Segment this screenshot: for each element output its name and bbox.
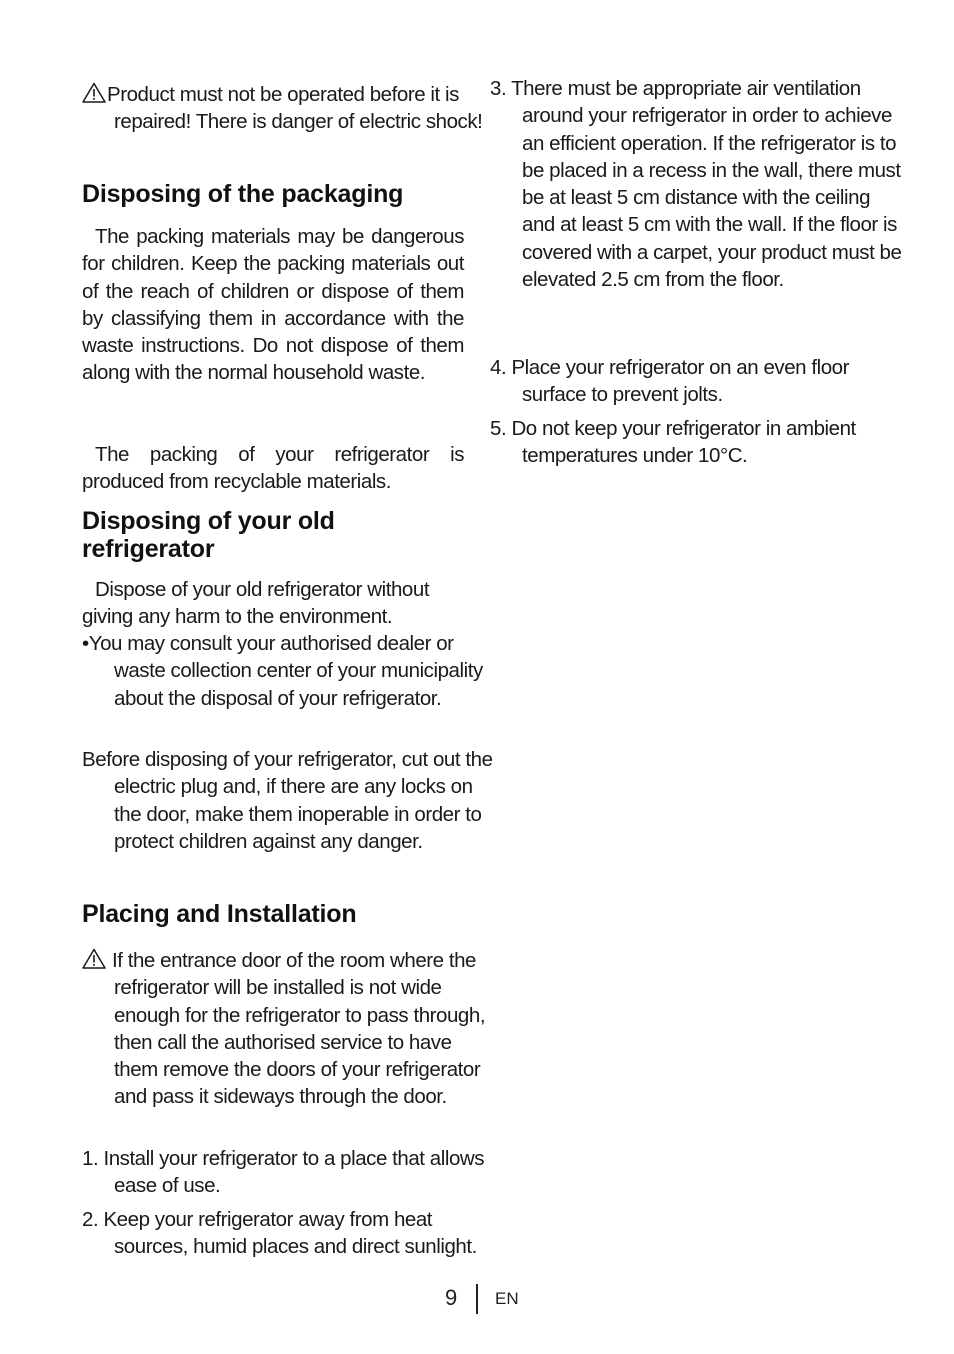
old-refrigerator-paragraph-2: Before disposing of your refrigerator, cut out the electric plug and, if there are any locks on the door, make them inoperable in order to protect children against any danger.: [82, 748, 493, 853]
list-item-5: 5. Do not keep your refrigerator in ambient temperatures under 10°C.: [490, 417, 856, 468]
list-item-1: 1. Install your refrigerator to a place that allows ease of use.: [82, 1147, 485, 1198]
footer-divider: [476, 1284, 478, 1314]
heading-disposing-old-refrigerator: Disposing of your old refrigerator: [82, 507, 335, 563]
warning-entrance-door: [82, 947, 496, 1111]
warning-triangle-icon: [82, 948, 106, 969]
packaging-paragraph-2: The packing of your refrigerator is produced from recyclable materials.: [82, 443, 464, 494]
page-number: 9: [445, 1285, 457, 1310]
packaging-paragraph-1: The packing materials may be dangerous for children. Keep the packing materials out of the reach of children or dispose of them by classifying them in accordance with the waste instructions. Do not dispose of them along with the normal household waste.: [82, 225, 464, 385]
list-item-3: 3. There must be appropriate air ventilation around your refrigerator in order to achieve an efficient operation. If the refrigerator is to be placed in a recess in the wall, there must be at least 5 cm distance with the ceiling and at least 5 cm with the wall. If the floor is covered with a carpet, your product must be elevated 2.5 cm from the floor.: [490, 77, 902, 292]
language-code: EN: [495, 1289, 519, 1308]
list-item-2: 2. Keep your refrigerator away from heat sources, humid places and direct sunlight.: [82, 1208, 477, 1259]
heading-placing-installation: Placing and Installation: [82, 900, 357, 928]
old-refrigerator-bullet: •You may consult your authorised dealer or waste collection center of your municipality about the disposal of your refrigerator.: [82, 632, 483, 710]
warning-triangle-icon: [82, 82, 106, 103]
heading-disposing-packaging: Disposing of the packaging: [82, 180, 404, 208]
list-item-4: 4. Place your refrigerator on an even floor surface to prevent jolts.: [490, 356, 849, 407]
old-refrigerator-paragraph-1: Dispose of your old refrigerator without giving any harm to the environment.: [82, 578, 430, 629]
warning-electric-shock: [82, 81, 496, 136]
warning-entrance-door-text: If the entrance door of the room where the refrigerator will be installed is not wide enough for the refrigerator to pass through, then call the authorised service to have them remove the doors of your refrigerator and pass it sideways through the door.: [112, 949, 486, 1109]
warning-electric-shock-text: Product must not be operated before it is repaired! There is danger of electric shock!: [107, 83, 483, 134]
